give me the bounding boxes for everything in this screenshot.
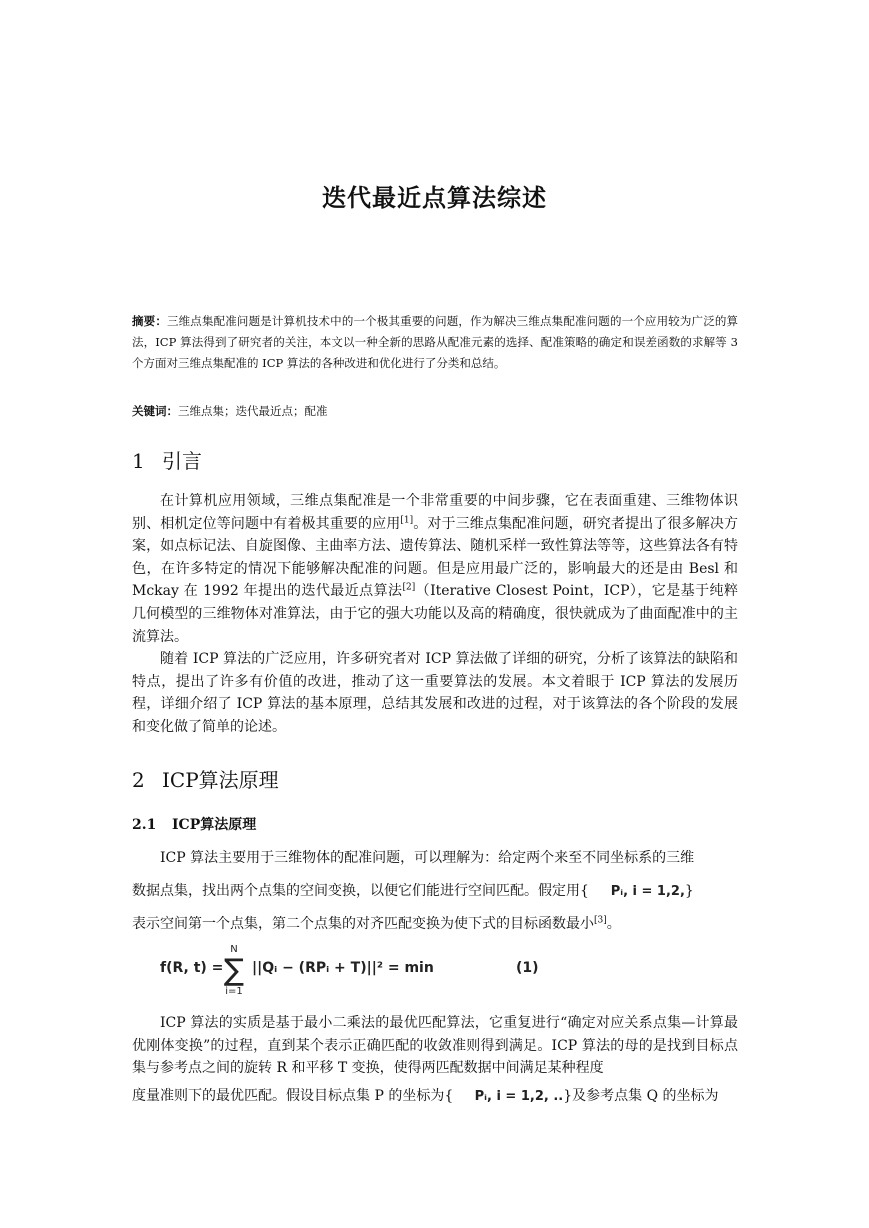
subsection-number: 2.1 <box>132 817 157 833</box>
subsection-heading <box>132 814 256 834</box>
keywords-text: 三维点集；迭代最近点；配准 <box>178 404 328 418</box>
line-text: 度量准则下的最优匹配。假设目标点集 P 的坐标为{ <box>132 1088 454 1104</box>
line-text: }及参考点集 Q 的坐标为 <box>563 1088 719 1104</box>
subsection-title: ICP算法原理 <box>172 817 257 833</box>
section-number: 2 <box>132 768 145 792</box>
line-text: 。 <box>606 916 621 932</box>
section-heading-2 <box>132 764 279 793</box>
section-2-body <box>132 1012 738 1080</box>
paragraph: ICP 算法的实质是基于最小二乘法的最优匹配算法，它重复进行“确定对应关系点集—计算最优刚体变换”的过程，直到某个表示正确匹配的收敛准则得到满足。ICP 算法的母的是找到目标点集与参考点之间的旋转 R 和平移 T 变换，使得两匹配数据中间满足某种程度 <box>132 1015 738 1077</box>
section-1-body <box>132 490 738 739</box>
abstract-text: 三维点集配准问题是计算机技术中的一个极其重要的问题，作为解决三维点集配准问题的一个应用较为广泛的算法，ICP 算法得到了研究者的关注，本文以一种全新的思路从配准元素的选择、配准策略的确定和误差函数的求解等 3 个方面对三维点集配准的 ICP 算法的各种改进和优化进行了分类和总结。 <box>132 314 739 370</box>
paragraph <box>132 490 738 648</box>
citation: [2] <box>402 582 416 593</box>
text-line: ICP 算法主要用于三维物体的配准问题，可以理解为：给定两个来至不同坐标系的三维 <box>160 850 695 866</box>
inline-math: Pᵢ, i = 1,2, <box>610 884 685 899</box>
summation <box>222 944 246 998</box>
inline-math: Pᵢ, i = 1,2, .. <box>474 1089 564 1104</box>
paragraph-text: （Iterative Closest Point，ICP），它是基于纯粹几何模型的三维物体对准算法，由于它的强大功能以及高的精确度，很快就成为了曲面配准中的主流算法。 <box>132 583 738 645</box>
equation-1 <box>160 944 580 1004</box>
sum-upper-limit: N <box>230 944 238 955</box>
equation-rhs: ||Qᵢ − (RPᵢ + T)||² = min <box>252 960 434 976</box>
keywords-label: 关键词： <box>132 404 178 418</box>
text-line <box>132 913 738 933</box>
paragraph: 随着 ICP 算法的广泛应用，许多研究者对 ICP 算法做了详细的研究，分析了该算法的缺陷和特点，提出了许多有价值的改进，推动了这一重要算法的发展。本文着眼于 ICP 算法的发展历程，详细介绍了 ICP 算法的基本原理，总结其发展和改进的过程，对于该算法的各个阶段的发展和变化做了简单的论述。 <box>132 651 738 735</box>
section-title: ICP算法原理 <box>162 768 279 792</box>
line-text: 表示空间第一个点集，第二个点集的对齐匹配变换为使下式的目标函数最小 <box>132 916 594 932</box>
abstract <box>132 311 738 374</box>
section-heading-1 <box>132 445 202 474</box>
citation: [3] <box>594 915 607 926</box>
sum-lower-limit: i=1 <box>225 986 243 997</box>
paragraph-text: 在计算机应用领域，三维点集配准是一个非常重要的中间步骤，它在表面重建、三维物体识别、相机定位等问题中有着极其重要的应用 <box>132 493 738 532</box>
equation-lhs: f(R, t) = <box>160 960 224 976</box>
abstract-label: 摘要： <box>132 314 167 328</box>
text-line <box>132 1085 738 1105</box>
text-line <box>132 880 738 900</box>
citation: [1] <box>400 514 414 525</box>
section-title: 引言 <box>162 449 202 473</box>
equation-number: (1) <box>516 960 539 976</box>
line-text: } <box>684 883 694 899</box>
paragraph-text: 。对于三维点集配准问题，研究者提出了很多解决方案，如点标记法、自旋图像、主曲率方法、遗传算法、随机采样一致性算法等等，这些算法各有特色，在许多特定的情况下能够解决配准的问题。但是应用最广泛的，影响最大的还是由 Besl 和 Mckay 在 1992 年提出的迭代最近点算法 <box>132 515 738 600</box>
sigma-symbol: ∑ <box>223 953 245 988</box>
line-text: 数据点集，找出两个点集的空间变换，以便它们能进行空间匹配。假定用{ <box>132 883 589 899</box>
keywords <box>132 401 738 422</box>
section-number: 1 <box>132 449 145 473</box>
paper-title: 迭代最近点算法综述 <box>322 184 547 212</box>
